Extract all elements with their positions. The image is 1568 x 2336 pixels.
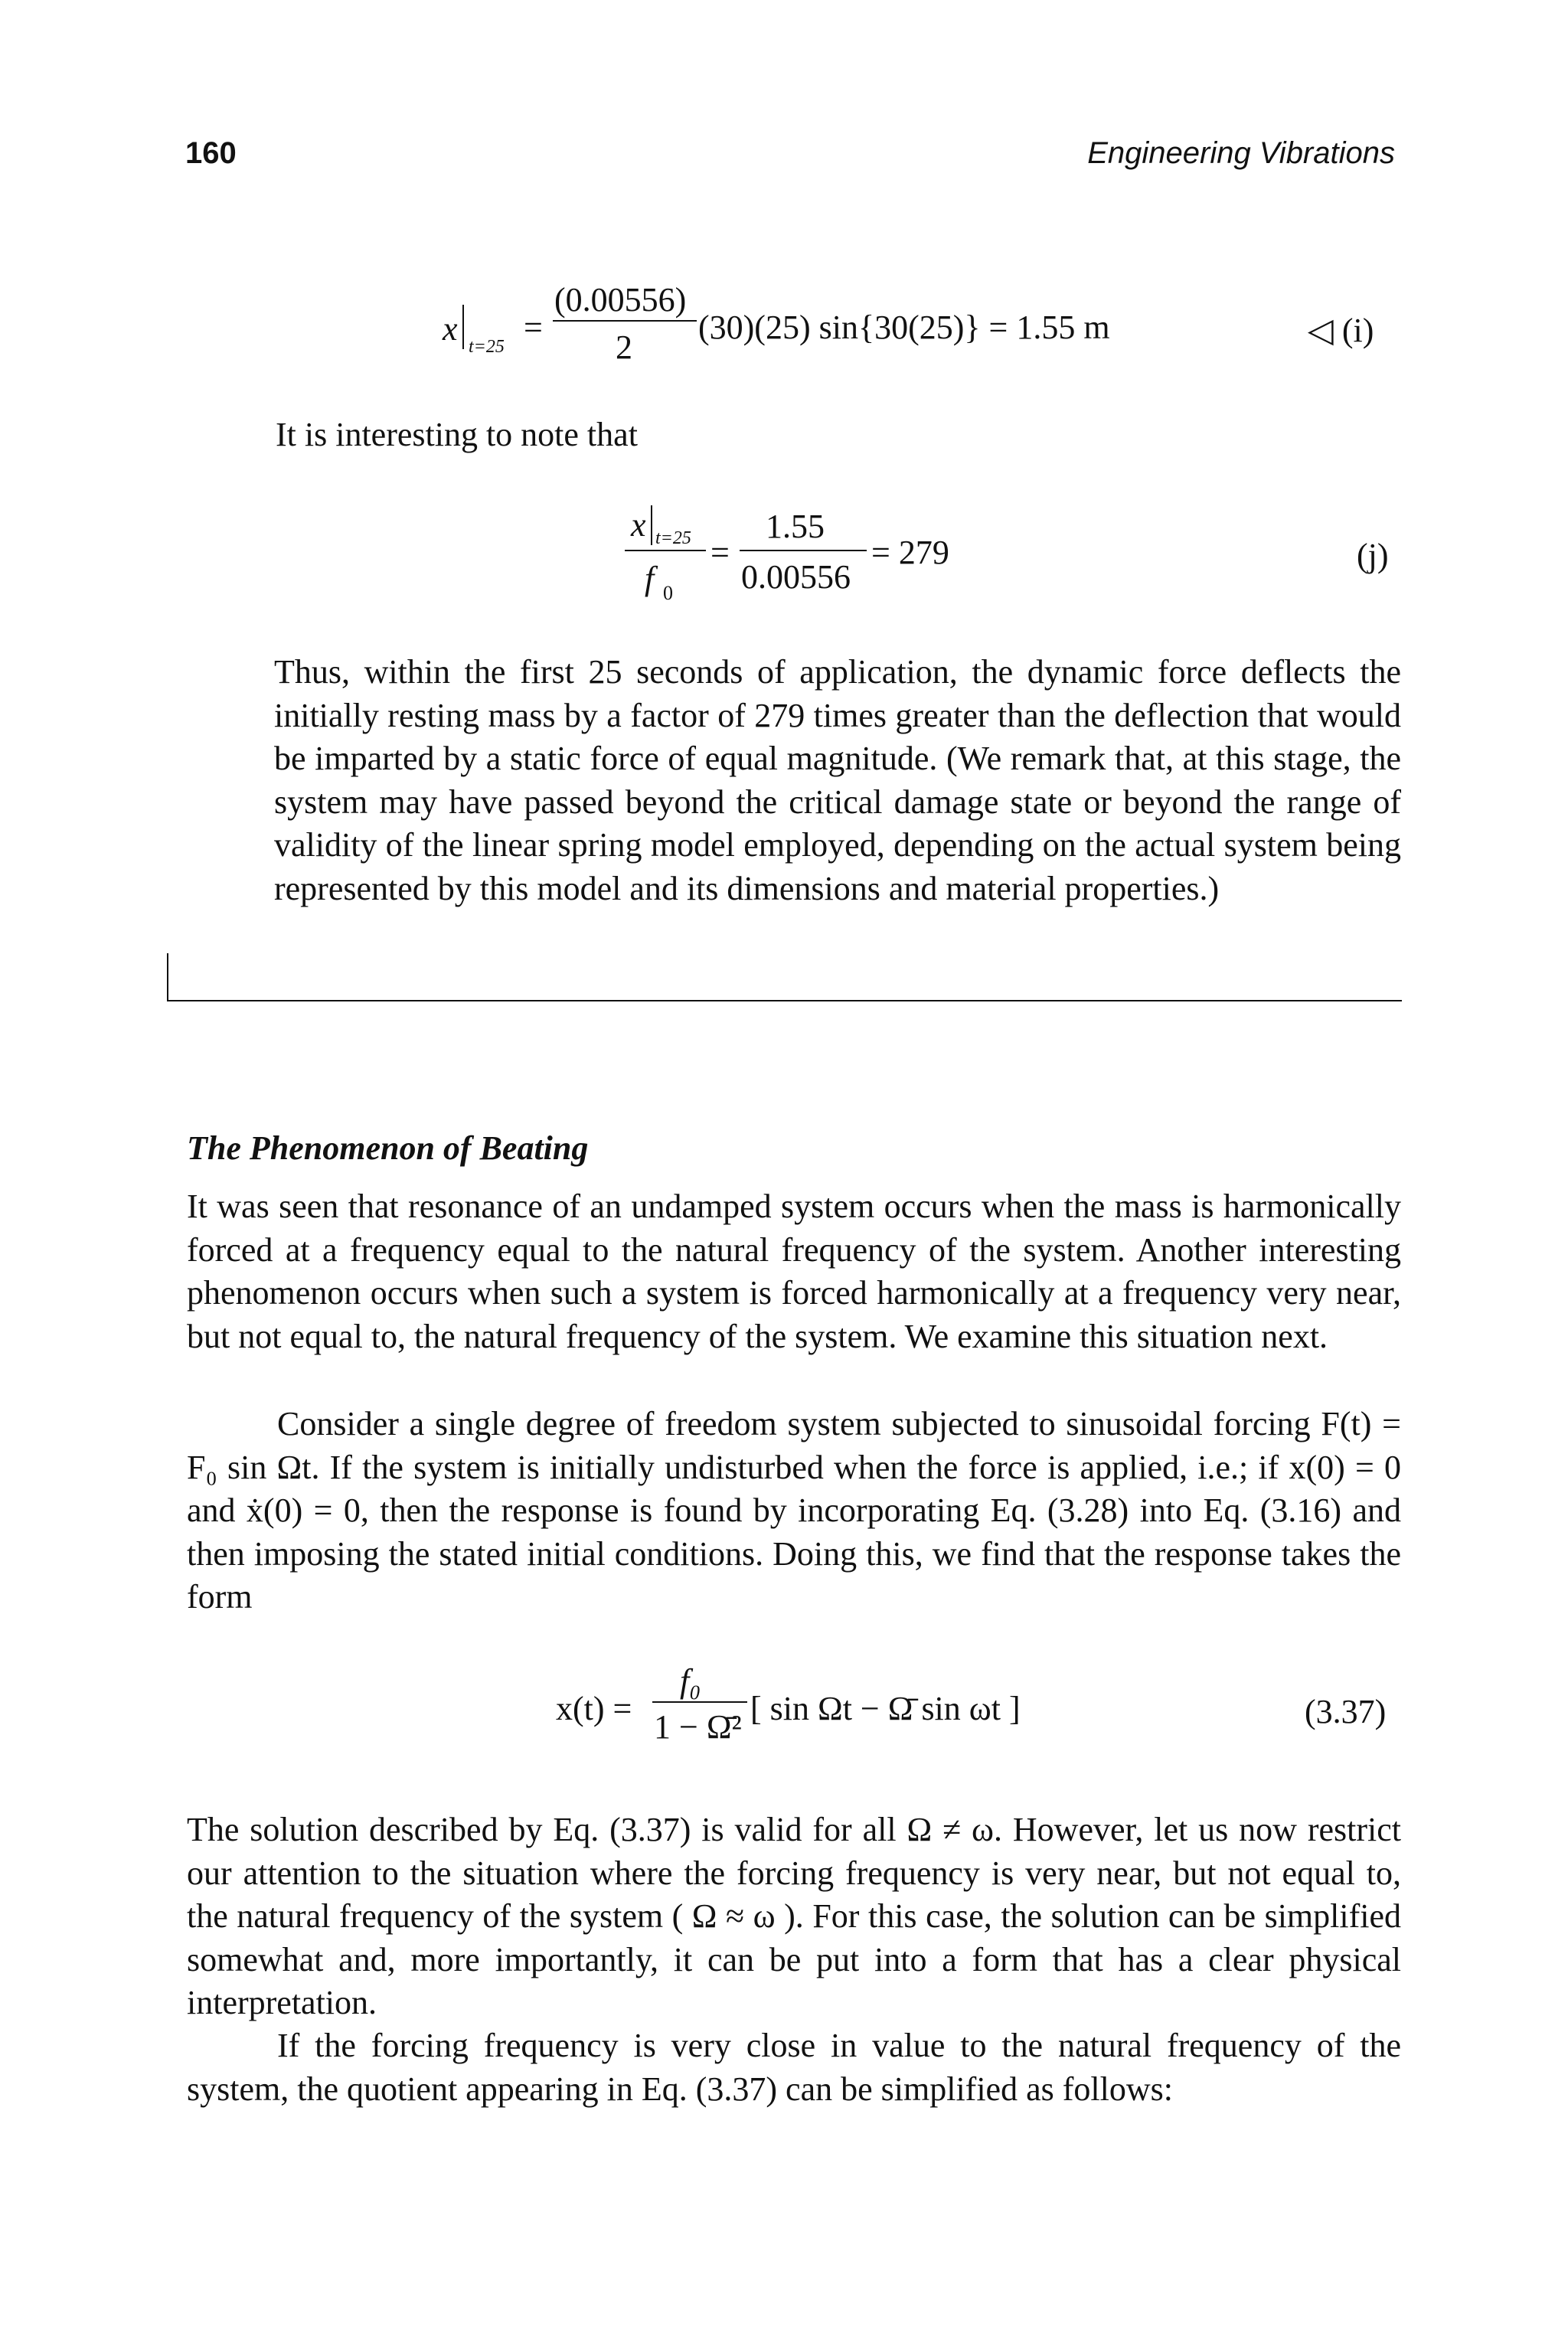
para-solution: The solution described by Eq. (3.37) is valid for all Ω ≠ ω. However, let us now restrict our attention to the situation where the forcing frequency is very near, but not equal to, the natural frequency of the system ( Ω ≈ ω ). For this case, the solution can be simplified somewhat and, more importantly, it can be put into a form that has a clear physical interpretation. — [187, 1811, 1401, 2021]
eq-i-subscript: t=25 — [469, 337, 505, 357]
eq-j-frac-num: 1.55 — [766, 508, 825, 545]
eq-337-frac-num: f₀ — [680, 1662, 701, 1700]
eq-j-den-var: f — [645, 560, 655, 597]
eq-337-bracket: [ sin Ωt − Ω̄ sin ωt ] — [750, 1690, 1021, 1727]
eq-337-lhs: x(t) = — [556, 1690, 632, 1727]
example-end-rule-horizontal — [167, 1000, 1402, 1001]
eq-i-lhs: x — [443, 310, 458, 348]
page-number: 160 — [185, 136, 237, 170]
eq-j-result: = 279 — [871, 534, 949, 571]
eq-j-eval-bar — [651, 505, 652, 545]
eq-i-rest: (30)(25) sin{30(25)} = 1.55 m — [698, 309, 1110, 346]
eq-i-marker: ◁ (i) — [1308, 312, 1374, 349]
eq-i-eval-bar — [462, 305, 464, 349]
eq-i-numerator: (0.00556) — [554, 281, 687, 319]
eq-337-label: (3.37) — [1305, 1693, 1387, 1730]
eq-i-fraction-bar — [553, 320, 697, 322]
eq-j-frac-den: 0.00556 — [741, 558, 851, 596]
eq-j-equals: = — [710, 534, 730, 571]
example-end-rule-vertical — [167, 953, 168, 1001]
eq-337-frac-den: 1 − Ω̄² — [654, 1708, 742, 1746]
eq-337-fraction-bar — [652, 1701, 747, 1703]
eq-j-label: (j) — [1357, 537, 1389, 574]
para-if: If the forcing frequency is very close in value to the natural frequency of the system, the quotient appearing in Eq. (3.37) can be simplified as follows: — [187, 2027, 1401, 2108]
eq-j-right-fraction-bar — [740, 550, 867, 551]
running-title: Engineering Vibrations — [1087, 136, 1395, 170]
eq-j-den-sub: 0 — [663, 582, 673, 604]
eq-i-equals: = — [524, 309, 543, 346]
eq-j-subscript: t=25 — [655, 528, 691, 548]
para-thus: Thus, within the first 25 seconds of application, the dynamic force deflects the initially resting mass by a factor of 279 times greater than the deflection that would be imparted by a static force of equal magnitude. (We remark that, at this stage, the system may have passed beyond the critical damage state or beyond the range of validity of the linear spring model employed, depending on the actual system being represented by this model and its dimensions and material properties.) — [274, 653, 1401, 907]
section-heading: The Phenomenon of Beating — [187, 1129, 589, 1167]
eq-i-denominator: 2 — [616, 328, 632, 366]
eq-j-left-fraction-bar — [625, 550, 706, 551]
para-interesting: It is interesting to note that — [276, 416, 638, 453]
eq-j-num-var: x — [631, 506, 646, 544]
para-beating-1: It was seen that resonance of an undamped system occurs when the mass is harmonically forced at a frequency equal to the natural frequency of the system. Another interesting phenomenon occurs when such a system is forced harmonically at a frequency very near, but not equal to, the natural frequency of the system. We examine this situation next. — [187, 1188, 1401, 1355]
para-beating-2: Consider a single degree of freedom system subjected to sinusoidal forcing F(t) = F₀ sin Ωt. If the system is initially undisturbed when the force is applied, i.e.; if x(0) = 0 and ẋ(0) = 0, then the response is found by incorporating Eq. (3.28) into Eq. (3.16) and then imposing the stated initial conditions. Doing this, we find that the response takes the form — [187, 1405, 1401, 1616]
